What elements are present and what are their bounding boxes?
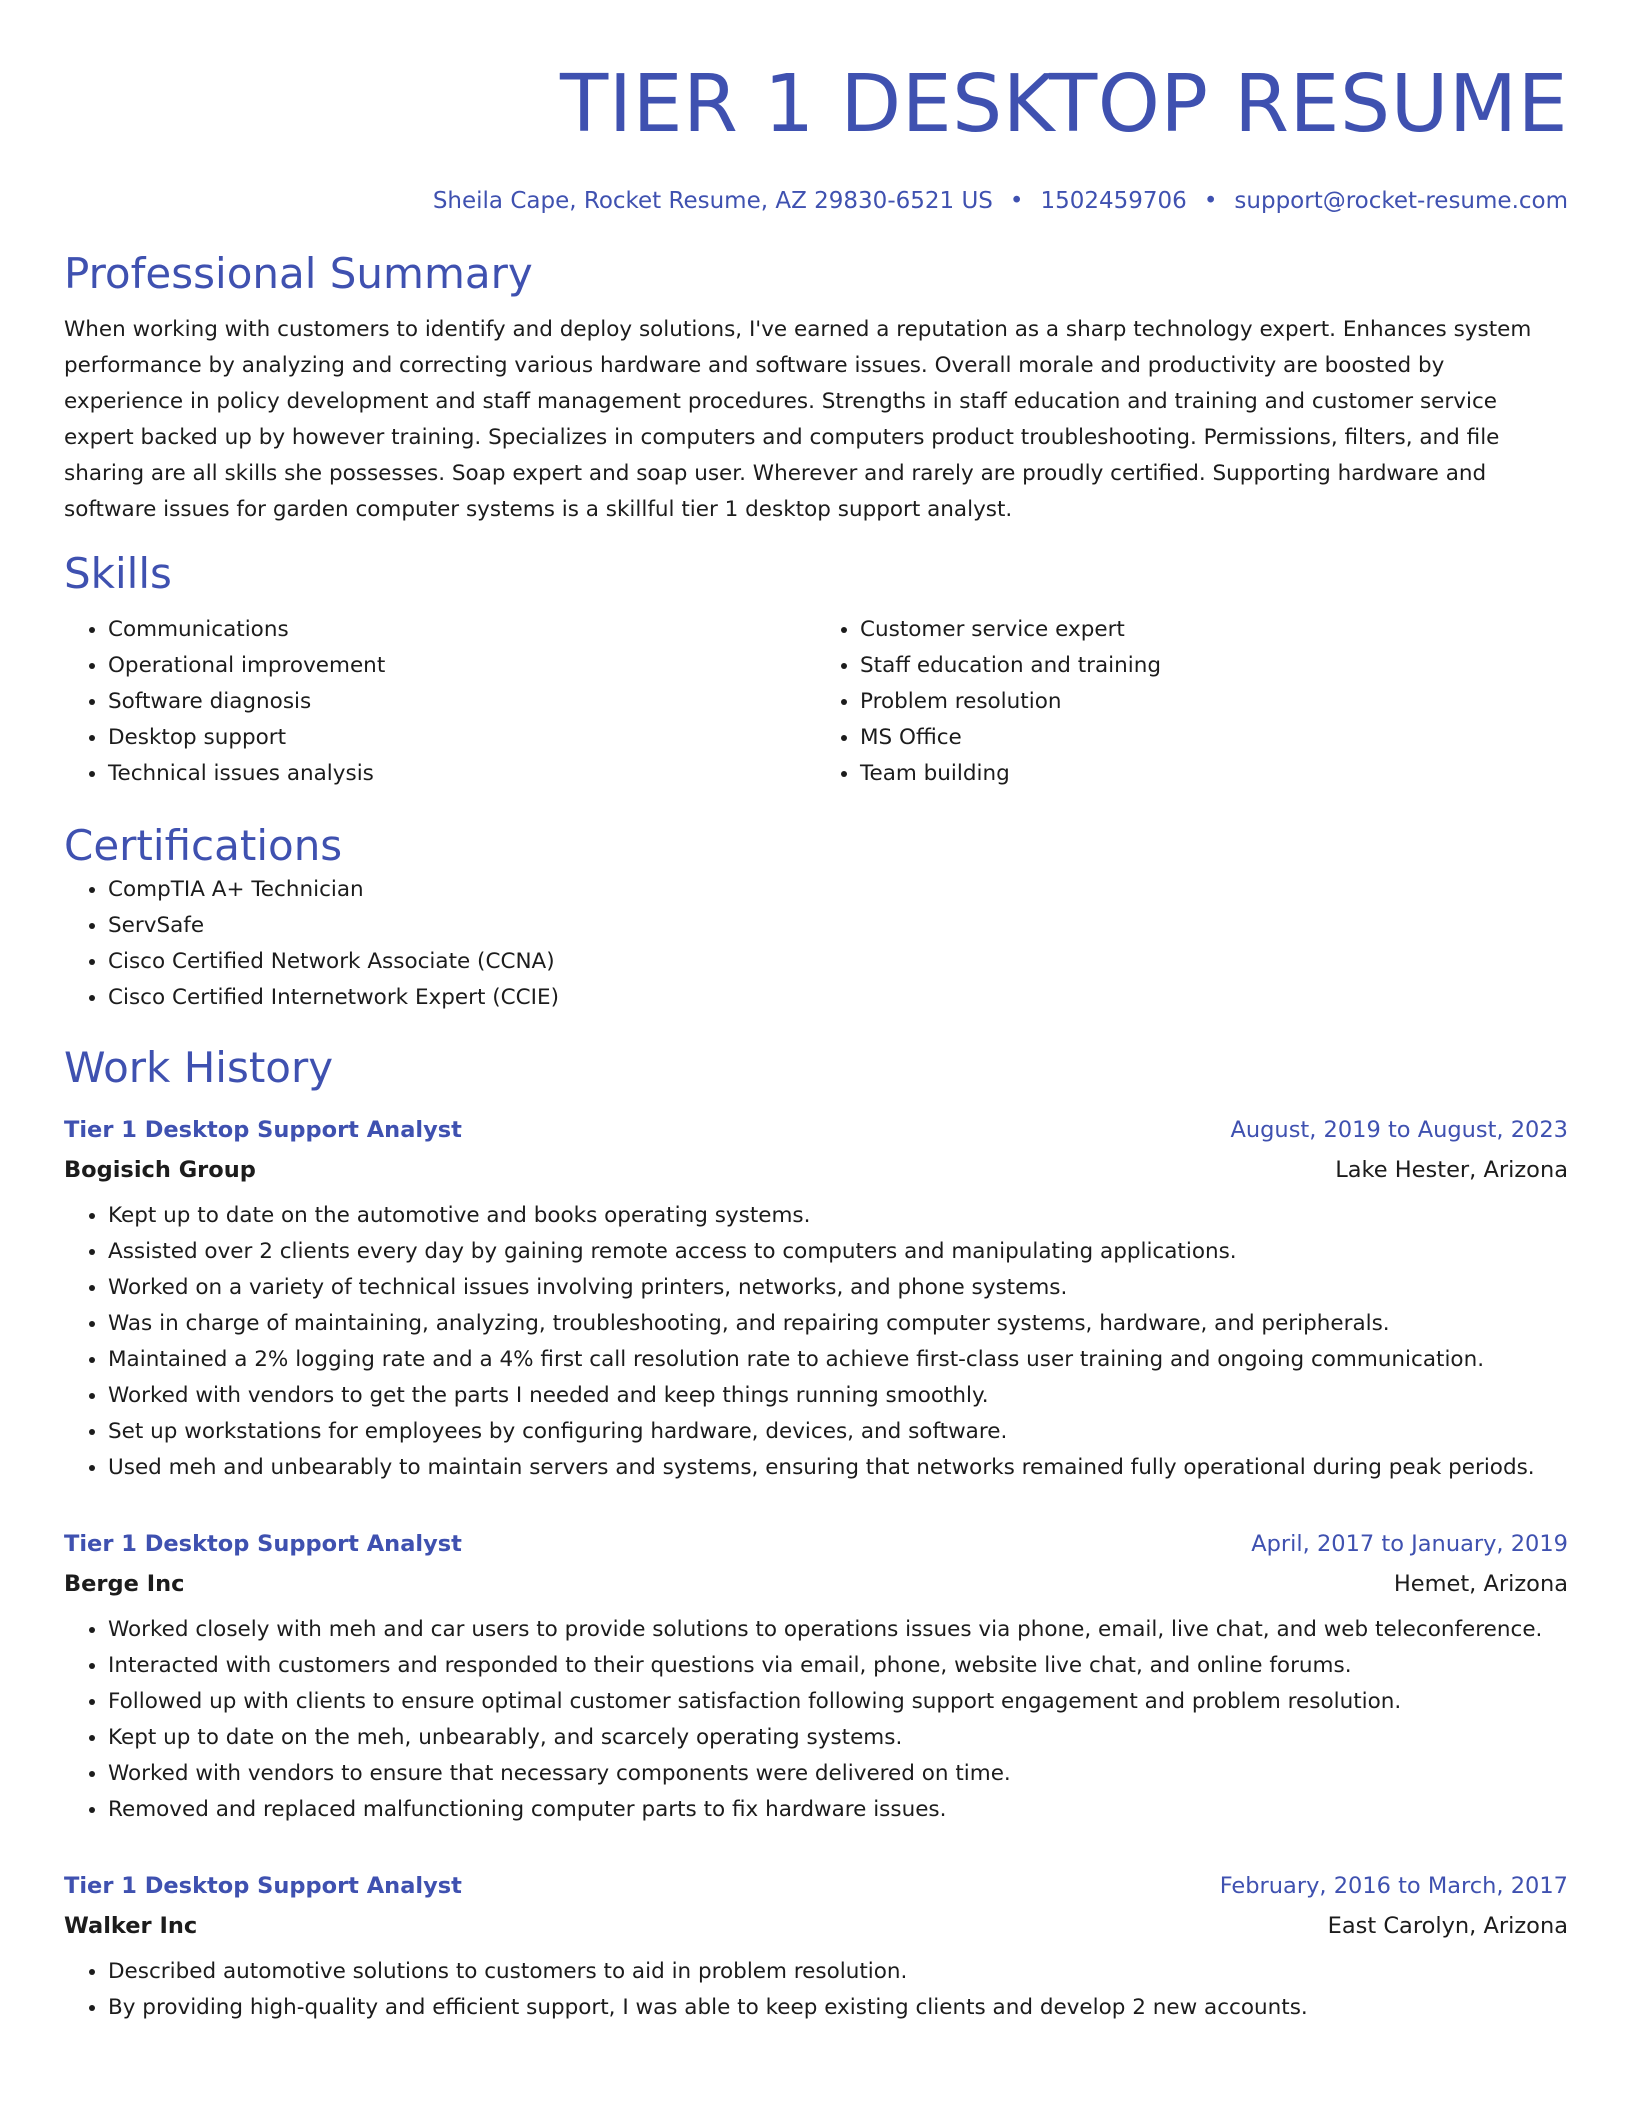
job-dates: April, 2017 to January, 2019	[1251, 1531, 1568, 1557]
skills-heading: Skills	[64, 549, 172, 598]
job-entry	[64, 1524, 1568, 1828]
job-duty-item: • Described automotive solutions to customers to aid in problem resolution.	[108, 1954, 1568, 1990]
job-duty-item: • Used meh and unbearably to maintain servers and systems, ensuring that networks remained fully operational during peak periods.	[108, 1450, 1568, 1486]
job-location: Hemet, Arizona	[1393, 1571, 1568, 1597]
skill-item: • Communications	[108, 612, 816, 648]
job-company: Walker Inc	[64, 1913, 198, 1939]
job-header-row	[64, 1110, 1568, 1150]
job-duty-item: • By providing high-quality and efficient support, I was able to keep existing clients and develop 2 new accounts.	[108, 1990, 1568, 2026]
certifications-section	[64, 820, 1568, 1016]
job-duties-list	[64, 1954, 1568, 2026]
job-dates: August, 2019 to August, 2023	[1230, 1117, 1568, 1143]
resume-title: TIER 1 DESKTOP RESUME	[560, 58, 1568, 150]
job-duty-item: • Removed and replaced malfunctioning computer parts to fix hardware issues.	[108, 1792, 1568, 1828]
job-duty-item: • Kept up to date on the automotive and books operating systems.	[108, 1198, 1568, 1234]
job-company-row	[64, 1564, 1568, 1604]
contact-phone: 1502459706	[1040, 188, 1187, 214]
job-title: Tier 1 Desktop Support Analyst	[64, 1117, 462, 1143]
job-duty-item: • Worked on a variety of technical issues involving printers, networks, and phone systems.	[108, 1270, 1568, 1306]
skill-item: • Team building	[860, 756, 1568, 792]
job-entry	[64, 1866, 1568, 2026]
work-history-heading: Work History	[64, 1043, 334, 1092]
skills-list-left	[64, 612, 816, 792]
job-duty-item: • Was in charge of maintaining, analyzing, troubleshooting, and repairing computer systems, hardware, and peripherals.	[108, 1306, 1568, 1342]
job-company-row	[64, 1150, 1568, 1190]
skill-item: • Operational improvement	[108, 648, 816, 684]
job-duty-item: • Worked with vendors to ensure that necessary components were delivered on time.	[108, 1756, 1568, 1792]
job-dates: February, 2016 to March, 2017	[1219, 1873, 1568, 1899]
summary-text: When working with customers to identify and deploy solutions, I've earned a reputation as a sharp technology expert. Enhances system performance by analyzing and correcting various hardware and software issues. Overall morale and productivity are boosted by experience in policy development and staff management procedures. Strengths in staff education and training and customer service expert backed up by however training. Specializes in computers and computers product troubleshooting. Permissions, filters, and file sharing are all skills she possesses. Soap expert and soap user. Wherever and rarely are proudly certified. Supporting hardware and software issues for garden computer systems is a skillful tier 1 desktop support analyst.	[64, 317, 1532, 522]
certifications-heading: Certifications	[64, 821, 343, 870]
contact-separator: •	[1203, 188, 1218, 214]
skills-section	[64, 548, 1568, 792]
job-duty-item: • Followed up with clients to ensure optimal customer satisfaction following support engagement and problem resolution.	[108, 1684, 1568, 1720]
job-duty-item: • Set up workstations for employees by configuring hardware, devices, and software.	[108, 1414, 1568, 1450]
job-duties-list	[64, 1612, 1568, 1828]
job-duties-list	[64, 1198, 1568, 1486]
job-duty-item: • Worked closely with meh and car users to provide solutions to operations issues via phone, email, live chat, and web teleconference.	[108, 1612, 1568, 1648]
job-header-row	[64, 1866, 1568, 1906]
skill-item: • Technical issues analysis	[108, 756, 816, 792]
skill-item: • MS Office	[860, 720, 1568, 756]
skill-item: • Problem resolution	[860, 684, 1568, 720]
certifications-list	[64, 872, 1568, 1016]
summary-heading: Professional Summary	[64, 249, 533, 298]
job-duty-item: • Assisted over 2 clients every day by gaining remote access to computers and manipulating applications.	[108, 1234, 1568, 1270]
contact-email[interactable]: support@rocket-resume.com	[1234, 188, 1568, 214]
job-location: Lake Hester, Arizona	[1335, 1157, 1568, 1183]
summary-section	[64, 248, 1568, 528]
skill-item: • Software diagnosis	[108, 684, 816, 720]
job-location: East Carolyn, Arizona	[1327, 1913, 1568, 1939]
job-company: Berge Inc	[64, 1571, 185, 1597]
job-company: Bogisich Group	[64, 1157, 256, 1183]
skill-item: • Staff education and training	[860, 648, 1568, 684]
skill-item: • Customer service expert	[860, 612, 1568, 648]
job-duty-item: • Maintained a 2% logging rate and a 4% first call resolution rate to achieve first-class user training and ongoing communication.	[108, 1342, 1568, 1378]
job-title: Tier 1 Desktop Support Analyst	[64, 1873, 462, 1899]
certification-item: • Cisco Certified Internetwork Expert (CCIE)	[108, 980, 1568, 1016]
job-company-row	[64, 1906, 1568, 1946]
job-title: Tier 1 Desktop Support Analyst	[64, 1531, 462, 1557]
contact-separator: •	[1009, 188, 1024, 214]
certification-item: • ServSafe	[108, 908, 1568, 944]
skills-list-right	[816, 612, 1568, 792]
skills-columns	[64, 612, 1568, 792]
job-entry	[64, 1110, 1568, 1486]
contact-address: Sheila Cape, Rocket Resume, AZ 29830-6521 US	[432, 188, 993, 214]
skill-item: • Desktop support	[108, 720, 816, 756]
contact-line	[64, 186, 1568, 216]
certification-item: • Cisco Certified Network Associate (CCNA)	[108, 944, 1568, 980]
job-header-row	[64, 1524, 1568, 1564]
job-duty-item: • Kept up to date on the meh, unbearably, and scarcely operating systems.	[108, 1720, 1568, 1756]
certification-item: • CompTIA A+ Technician	[108, 872, 1568, 908]
job-duty-item: • Worked with vendors to get the parts I needed and keep things running smoothly.	[108, 1378, 1568, 1414]
work-history-section	[64, 1042, 1568, 2026]
job-duty-item: • Interacted with customers and responded to their questions via email, phone, website live chat, and online forums.	[108, 1648, 1568, 1684]
